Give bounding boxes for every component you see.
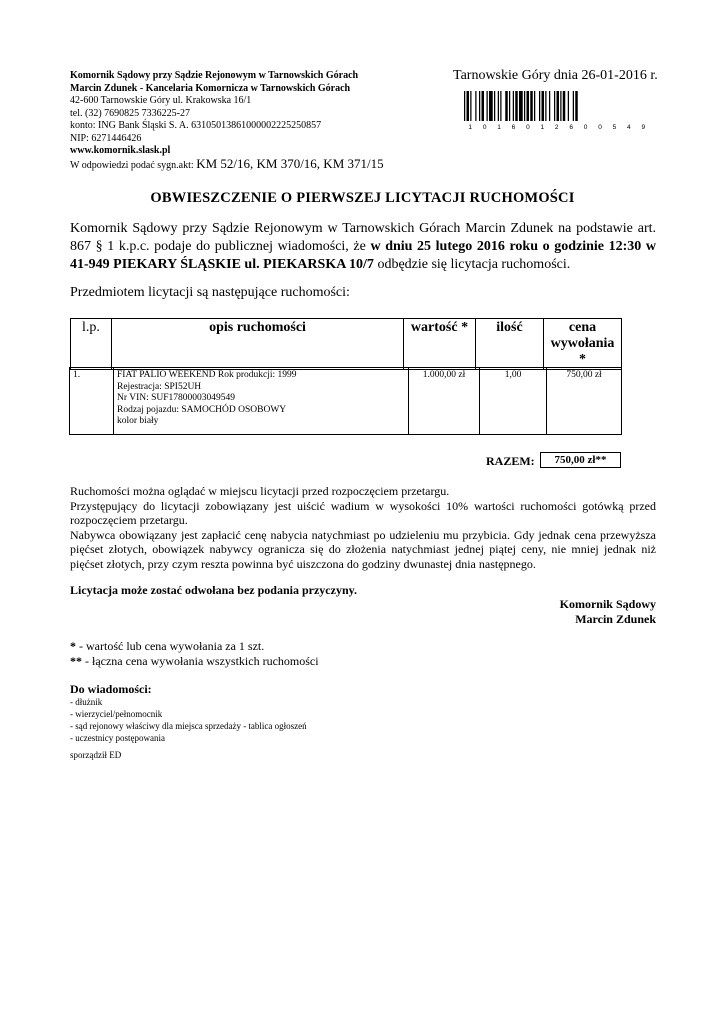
- distribution-title: Do wiadomości:: [70, 682, 152, 696]
- row-quantity: 1,00: [480, 368, 547, 435]
- items-table-header: [70, 318, 622, 370]
- barcode-bar: [549, 91, 550, 121]
- conditions-p1: Ruchomości można oglądać w miejscu licytacji przed rozpoczęciem przetargu.: [70, 484, 450, 498]
- document-title: OBWIESZCZENIE O PIERWSZEJ LICYTACJI RUCHOMOŚCI: [150, 190, 575, 206]
- subject-line: Przedmiotem licytacji są następujące ruchomości:: [70, 285, 350, 300]
- barcode-bar: [505, 91, 508, 121]
- row-desc-line: Nr VIN: SUF17800003049549: [117, 393, 236, 403]
- barcode-bar: [539, 91, 540, 121]
- list-item: - sąd rejonowy właściwy dla miejsca sprzedaży - tablica ogłoszeń: [70, 721, 307, 731]
- barcode-bar: [479, 91, 480, 121]
- header-phone: tel. (32) 7690825 7336225-27: [70, 107, 190, 119]
- footnotes: [70, 639, 319, 669]
- conditions-p2: Przystępujący do licytacji zobowiązany jest uiścić wadium w wysokości 10% wartości ruchomości gotówką przed rozpoczęciem przetargu.: [70, 498, 656, 528]
- barcode-bar: [534, 91, 535, 121]
- distribution-list: [70, 696, 307, 744]
- row-desc-line: kolor biały: [117, 416, 159, 426]
- barcode-bar: [554, 91, 555, 121]
- table-row: [70, 368, 622, 435]
- barcode: [463, 91, 656, 131]
- header-website[interactable]: www.komornik.slask.pl: [70, 145, 171, 156]
- col-header-description: opis ruchomości: [112, 319, 404, 370]
- barcode-bar: [527, 91, 530, 121]
- intro-paragraph: [70, 220, 656, 274]
- footnote-1-mark: *: [70, 639, 76, 653]
- list-item: - wierzyciel/pełnomocnik: [70, 709, 163, 719]
- barcode-bar: [545, 91, 546, 121]
- footnote-2-mark: **: [70, 654, 82, 668]
- barcode-bar: [487, 91, 488, 121]
- items-table: [69, 367, 622, 435]
- barcode-digits: 1 0 1 6 0 1 2 6 0 0 5 4 9: [468, 124, 650, 131]
- conditions-text: [70, 484, 656, 572]
- intro-text-1: Komornik Sądowy przy Sądzie Rejonowym w Tarnowskich Górach Marcin Zdunek na podstawie art. 867 § 1 k.p.c. podaje do publicznej wiadomości, że: [70, 221, 656, 254]
- barcode-bars: [464, 91, 578, 121]
- barcode-bar: [498, 91, 499, 121]
- col-header-price-line1: cena: [568, 320, 597, 335]
- col-header-lp: l.p.: [71, 319, 112, 370]
- sender-header: [70, 70, 384, 172]
- row-desc-line: FIAT PALIO WEEKEND Rok produkcji: 1999: [117, 370, 297, 380]
- cancel-note: Licytacja może zostać odwołana bez podania przyczyny.: [70, 583, 357, 597]
- list-item: - uczestnicy postępowania: [70, 733, 165, 743]
- barcode-bar: [568, 91, 569, 121]
- footnote-2-text: - łączna cena wywołania wszystkich ruchomości: [82, 654, 319, 668]
- prepared-by: sporządził ED: [70, 750, 122, 760]
- header-address: 42-600 Tarnowskie Góry ul. Krakowska 16/1: [70, 95, 252, 106]
- conditions-p3: Nabywca obowiązany jest zapłacić cenę nabycia natychmiast po udzieleniu mu przybicia. Gdy jednak cena przewyższa pięćset złotych, obowiązek nabywcy ogranicza się do złożenia natychmiast jednej piątej ceny, nie mniej jednak niż pięćset złotych, przy czym reszta powinna być uiszczona do godziny dwunastej dnia następnego.: [70, 527, 656, 571]
- barcode-bar: [482, 91, 485, 121]
- intro-text-2: odbędzie się licytacja ruchomości.: [373, 257, 571, 272]
- row-price: 750,00 zł: [547, 368, 622, 435]
- barcode-bar: [475, 91, 476, 121]
- row-description: [114, 368, 409, 435]
- barcode-bar: [515, 91, 518, 121]
- case-reference: [70, 155, 384, 173]
- footnote-1-text: - wartość lub cena wywołania za 1 szt.: [76, 639, 265, 653]
- total-label: RAZEM:: [486, 454, 535, 468]
- footnote-1: [70, 639, 319, 654]
- row-desc-line: Rodzaj pojazdu: SAMOCHÓD OSOBOWY: [117, 404, 287, 415]
- barcode-bar: [519, 91, 523, 121]
- intro-auction-details: w dniu 25 lutego 2016 roku o godzinie 12:30 w 41-949 PIEKARY ŚLĄSKIE ul. PIEKARSKA 10/7: [70, 239, 656, 272]
- case-reference-value: KM 52/16, KM 370/16, KM 371/15: [196, 155, 384, 171]
- header-line1: Komornik Sądowy przy Sądzie Rejonowym w Tarnowskich Górach: [70, 70, 359, 81]
- barcode-bar: [509, 91, 510, 121]
- case-reference-label: W odpowiedzi podać sygn.akt:: [70, 159, 194, 171]
- barcode-bar: [470, 91, 471, 121]
- barcode-bar: [557, 91, 560, 121]
- barcode-bar: [563, 91, 566, 121]
- total-value: 750,00 zł**: [540, 452, 621, 468]
- barcode-bar: [467, 91, 470, 121]
- col-header-price: [544, 319, 622, 370]
- row-lp: 1.: [70, 368, 114, 435]
- barcode-bar: [494, 91, 495, 121]
- col-header-quantity: ilość: [476, 319, 544, 370]
- signer-name: Marcin Zdunek: [575, 612, 656, 626]
- col-header-price-line2: wywołania *: [550, 336, 615, 367]
- barcode-bar: [560, 91, 561, 121]
- header-nip: NIP: 6271446426: [70, 132, 142, 144]
- barcode-bar: [489, 91, 493, 121]
- barcode-bar: [513, 91, 514, 121]
- signer-title: Komornik Sądowy: [559, 597, 656, 611]
- header-account: konto: ING Bank Śląski S. A. 63105013861000002225250857: [70, 120, 322, 131]
- barcode-bar: [524, 91, 525, 121]
- barcode-bar: [575, 91, 578, 121]
- barcode-bar: [573, 91, 574, 121]
- col-header-value: wartość *: [404, 319, 476, 370]
- barcode-bar: [542, 91, 545, 121]
- list-item: - dłużnik: [70, 697, 103, 707]
- signature-block: [470, 597, 656, 627]
- barcode-bar: [464, 91, 465, 121]
- place-date: Tarnowskie Góry dnia 26-01-2016 r.: [453, 68, 658, 83]
- barcode-bar: [500, 91, 501, 121]
- barcode-bar: [530, 91, 533, 121]
- footnote-2: [70, 654, 319, 669]
- header-line2: Marcin Zdunek - Kancelaria Komornicza w Tarnowskich Górach: [70, 82, 351, 94]
- row-value: 1.000,00 zł: [409, 368, 480, 435]
- row-desc-line: Rejestracja: SPI52UH: [117, 381, 202, 392]
